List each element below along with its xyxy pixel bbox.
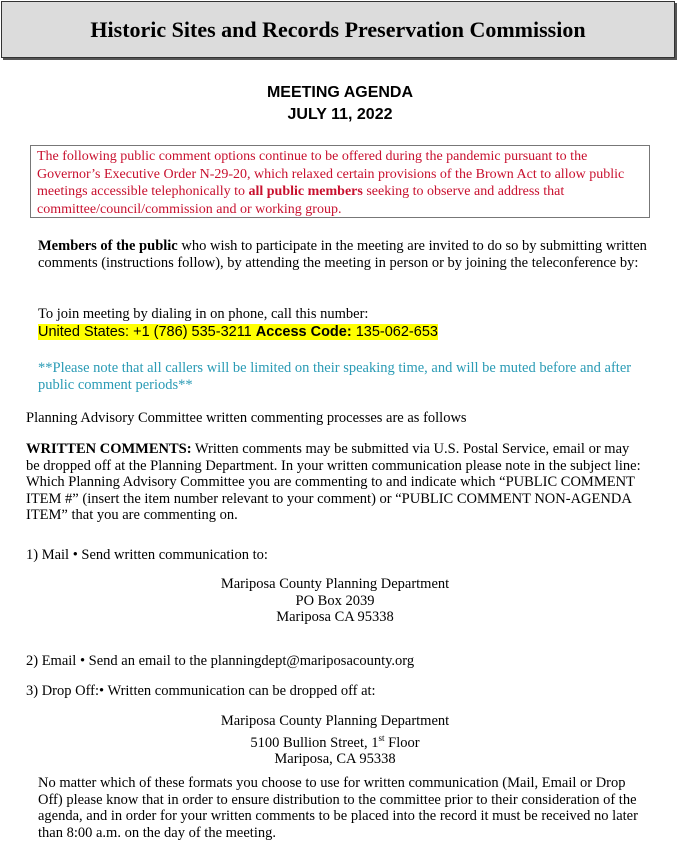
closing-paragraph: No matter which of these formats you choose to use for written communication (Mail, Email or Drop Off) please know that in order to ensure distribution to the committee prior to their consideration of the agenda, and in order for your written comments to be placed into the record it must be received no later than 8:00 a.m. on the day of the meeting. (38, 775, 638, 841)
members-bold: Members of the public (38, 238, 178, 254)
written-comments-paragraph (26, 441, 641, 524)
public-comment-notice (30, 145, 650, 218)
members-paragraph (38, 238, 650, 271)
dropoff-org: Mariposa County Planning Department (220, 713, 450, 729)
notice-text-2: seeking to observe and address that committee/council/commission and or working group. (37, 184, 565, 217)
notice-text-1: The following public comment options continue to be offered during the pandemic pursuant to the Governor’s Executive Order N-29-20, which relaxed certain provisions of the Brown Act to allow public meetings accessible telephonically to (37, 149, 625, 199)
join-intro: To join meeting by dialing in on phone, call this number: (38, 306, 369, 322)
written-heading: WRITTEN COMMENTS: (26, 441, 192, 457)
dropoff-address (0, 713, 670, 767)
header-banner (1, 1, 675, 58)
dropoff-label: 3) Drop Off:• Written communication can be dropped off at: (26, 683, 376, 699)
mail-label: 1) Mail • Send written communication to: (26, 547, 268, 563)
mail-address (0, 576, 670, 626)
phone-number: United States: +1 (786) 535-3211 (38, 324, 256, 340)
dial-in-line (38, 323, 438, 341)
dropoff-street-line (0, 730, 670, 751)
dropoff-street: 5100 Bullion Street, 1 (250, 734, 379, 751)
written-text: Written comments may be submitted via U.S. Postal Service, email or may be dropped off at the Planning Department. In your written communication please note in the subject line: Which Planning Advisory Committee you are commenting to and indicate which “PUBLIC COMMENT ITEM #” (insert the item number relevant to your comment) or “PUBLIC COMMENT NON-AGENDA ITEM” that you are commenting on. (26, 441, 641, 523)
mail-address-line: Mariposa CA 95338 (276, 609, 394, 625)
mail-address-line: Mariposa County Planning Department (220, 576, 450, 592)
email-line: 2) Email • Send an email to the planningdept@mariposacounty.org (26, 653, 415, 669)
agenda-date: JULY 11, 2022 (287, 106, 393, 123)
notice-bold: all public members (248, 184, 363, 199)
commission-title: Historic Sites and Records Preservation Commission (90, 16, 586, 42)
process-line: Planning Advisory Committee written commenting processes are as follows (26, 410, 467, 426)
access-code: 135-062-653 (351, 324, 438, 340)
agenda-title: MEETING AGENDA (266, 84, 414, 101)
members-text: who wish to participate in the meeting are invited to do so by submitting written comments (instructions follow), by attending the meeting in person or by joining the teleconference by: (38, 238, 647, 271)
access-code-label: Access Code: (255, 324, 352, 340)
callers-note: **Please note that all callers will be limited on their speaking time, and will be muted before and after public comment periods** (38, 360, 632, 393)
mail-address-line: PO Box 2039 (295, 592, 375, 609)
dropoff-floor: Floor (384, 734, 420, 751)
dropoff-sup: st (378, 732, 385, 743)
dropoff-city: Mariposa, CA 95338 (274, 750, 396, 767)
